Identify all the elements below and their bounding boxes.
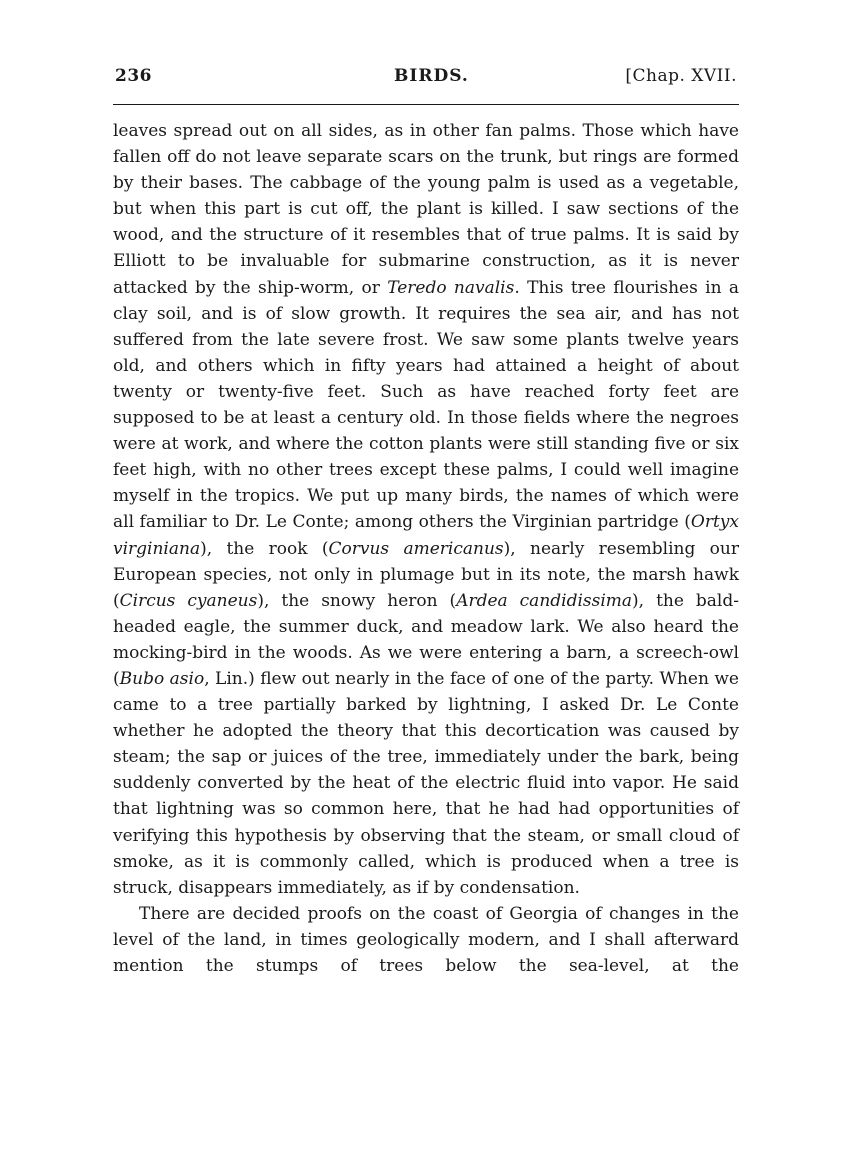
book-page — [113, 66, 739, 976]
scientific-name: Corvus americanus — [328, 538, 504, 559]
scientific-name: Ortyx virginiana — [113, 512, 739, 559]
scientific-name: Ardea candidissima — [456, 590, 633, 611]
paragraph-2: There are decided proofs on the coast of Georgia of changes in the level of the land, in times geologically modern, and I shall afterward mention the stumps of trees below the sea-level, at the — [113, 903, 739, 976]
scientific-name: Bubo asio — [119, 668, 205, 689]
running-head — [113, 66, 739, 90]
body-text — [113, 118, 739, 979]
scientific-name: Teredo navalis — [387, 277, 515, 298]
paragraph-1: leaves spread out on all sides, as in other fan palms. Those which have fallen off do not leave separate scars on the trunk, but rings are formed by their bases. The cabbage of the young palm is used as a vegetable, but when this part is cut off, the plant is killed. I saw sections of the wood, and the structure of it resembles that of true palms. It is said by Elliott to be invaluable for submarine construction, as it is never attacked by the ship-worm, or Teredo navalis. This tree flourishes in a clay soil, and is of slow growth. It requires the sea air, and has not suffered from the late severe frost. We saw some plants twelve years old, and others which in fifty years had attained a height of about twenty or twenty-five feet. Such as have reached forty feet are supposed to be at least a century old. In those fields where the negroes were at work, and where the cotton plants were still standing five or six feet high, with no other trees except these palms, I could well imagine myself in the tropics. We put up many birds, the names of which were all familiar to Dr. Le Conte; among others the Virginian partridge (Ortyx virginiana), the rook (Corvus americanus), nearly resembling our European species, not only in plumage but in its note, the marsh hawk (Circus cyaneus), the snowy heron (Ardea candidissima), the bald-headed eagle, the summer duck, and meadow lark. We also heard the mocking-bird in the woods. As we were entering a barn, a screech-owl (Bubo asio, Lin.) flew out nearly in the face of one of the party. When we came to a tree partially barked by lightning, I asked Dr. Le Conte whether he adopted the theory that this decortication was caused by steam; the sap or juices of the tree, immediately under the bark, being suddenly converted by the heat of the electric fluid into vapor. He said that lightning was so common here, that he had had opportunities of verifying this hypothesis by observing that the steam, or small cloud of smoke, as it is commonly called, which is produced when a tree is struck, disappears immediately, as if by condensation. — [113, 121, 739, 898]
header-rule — [113, 104, 739, 105]
chapter-label: [Chap. XVII. — [625, 66, 737, 86]
scientific-name: Circus cyaneus — [119, 590, 258, 611]
section-title: BIRDS. — [394, 66, 469, 86]
page-number: 236 — [115, 66, 152, 86]
